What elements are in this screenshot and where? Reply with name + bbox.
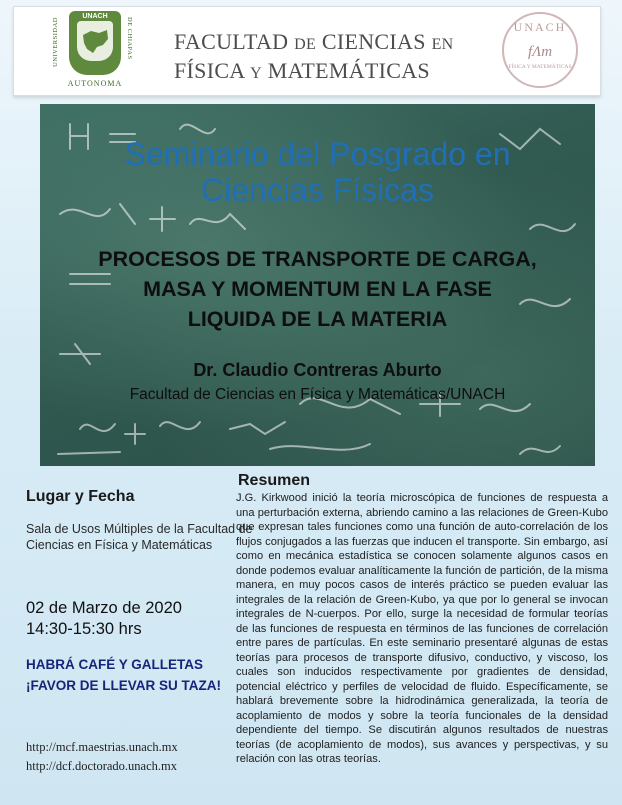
program-links	[26, 738, 178, 776]
logo-ring-text: UNACH	[513, 20, 567, 34]
logo-under-text: FÍSICA Y MATEMÁTICAS	[508, 64, 572, 70]
logo-side-text-left: UNIVERSIDAD	[52, 17, 59, 67]
coffee-line: HABRÁ CAFÉ Y GALLETAS	[26, 657, 204, 672]
unach-university-logo	[36, 11, 154, 91]
doctorate-url[interactable]: http://dcf.doctorado.unach.mx	[26, 759, 178, 773]
faculty-word: DE	[294, 36, 317, 53]
coffee-notice	[26, 654, 256, 696]
event-date	[26, 598, 182, 640]
place-date-heading: Lugar y Fecha	[26, 488, 135, 505]
abstract-heading: Resumen	[238, 472, 311, 489]
speaker-affiliation: Facultad de Ciencias en Física y Matemáticas/UNACH	[129, 386, 506, 403]
seminar-title	[40, 136, 595, 208]
faculty-word: EN	[431, 36, 454, 53]
logo-side-text-right: DE CHIAPAS	[126, 17, 133, 60]
seminar-title-line: Seminario del Posgrado en	[124, 136, 511, 172]
fcfm-faculty-logo	[502, 12, 578, 88]
faculty-word: FÍSICA	[174, 58, 245, 83]
logo-bottom-text: AUTONOMA	[67, 79, 123, 88]
faculty-word: CIENCIAS	[321, 29, 426, 54]
map-emblem-icon	[77, 21, 113, 61]
talk-title-line: LIQUIDA DE LA MATERIA	[187, 307, 448, 331]
logo-shield-text: UNACH	[82, 13, 108, 20]
seminar-title-line: Ciencias Físicas	[201, 172, 434, 208]
talk-title	[40, 244, 595, 334]
logo-monogram: fɅm	[527, 44, 553, 60]
faculty-word: MATEMÁTICAS	[267, 58, 430, 83]
masters-url[interactable]: http://mcf.maestrias.unach.mx	[26, 740, 178, 754]
venue-text: Sala de Usos Múltiples de la Facultad de Ciencias en Física y Matemáticas	[26, 522, 253, 552]
chalkboard-banner	[40, 104, 595, 466]
abstract-text: J.G. Kirkwood inició la teoría microscópica de funciones de respuesta a una perturbación externa, abriendo camino a las relaciones de Green-Kubo que expresan tales funciones como una función de auto-correlación de los flujos conjugados a las fuerzas que inducen el transporte. Sin embargo, así como en mecánica estadística se conocen solamente algunos casos en donde podemos evaluar analíticamente la función de partición, de la misma manera, en muy pocos casos de interés práctico se pueden evaluar las integrales de la relación de Green-Kubo, ya que por lo general se invocan integrales de N-cuerpos. Por ello, surge la necesidad de formular teorías de las funciones de respuesta en términos de las funciones de correlación entre pares de partículas. En este seminario presentaré algunas de estas teorías para procesos de transporte difusivo, conductivo, y viscoso, los cuales son inducidos respectivamente por gradientes de densidad, potencial eléctrico y perfiles de velocidad de fluido. Específicamente, se hablará brevemente sobre la hidrodinámica generalizada, la teoría de acoplamiento de modos y sobre la teoría funcionales de la densidad dependiente del tiempo. Se discutirán algunos resultados de nuestras teorías (de acoplamiento de modos), sus avances y perspectivas, y su relación con las otras teorías.	[236, 492, 608, 765]
time-line: 14:30-15:30 hrs	[26, 620, 142, 638]
event-info-column	[26, 488, 254, 773]
faculty-header	[13, 6, 601, 96]
speaker-name: Dr. Claudio Contreras Aburto	[193, 360, 442, 380]
faculty-name	[174, 29, 494, 87]
coffee-line: ¡FAVOR DE LLEVAR SU TAZA!	[26, 678, 221, 693]
talk-title-line: PROCESOS DE TRANSPORTE DE CARGA,	[98, 247, 537, 271]
date-line: 02 de Marzo de 2020	[26, 599, 182, 617]
shield-emblem-icon	[69, 11, 121, 75]
faculty-word: FACULTAD	[174, 29, 289, 54]
faculty-word: Y	[250, 65, 262, 82]
talk-title-line: MASA Y MOMENTUM EN LA FASE	[143, 277, 492, 301]
